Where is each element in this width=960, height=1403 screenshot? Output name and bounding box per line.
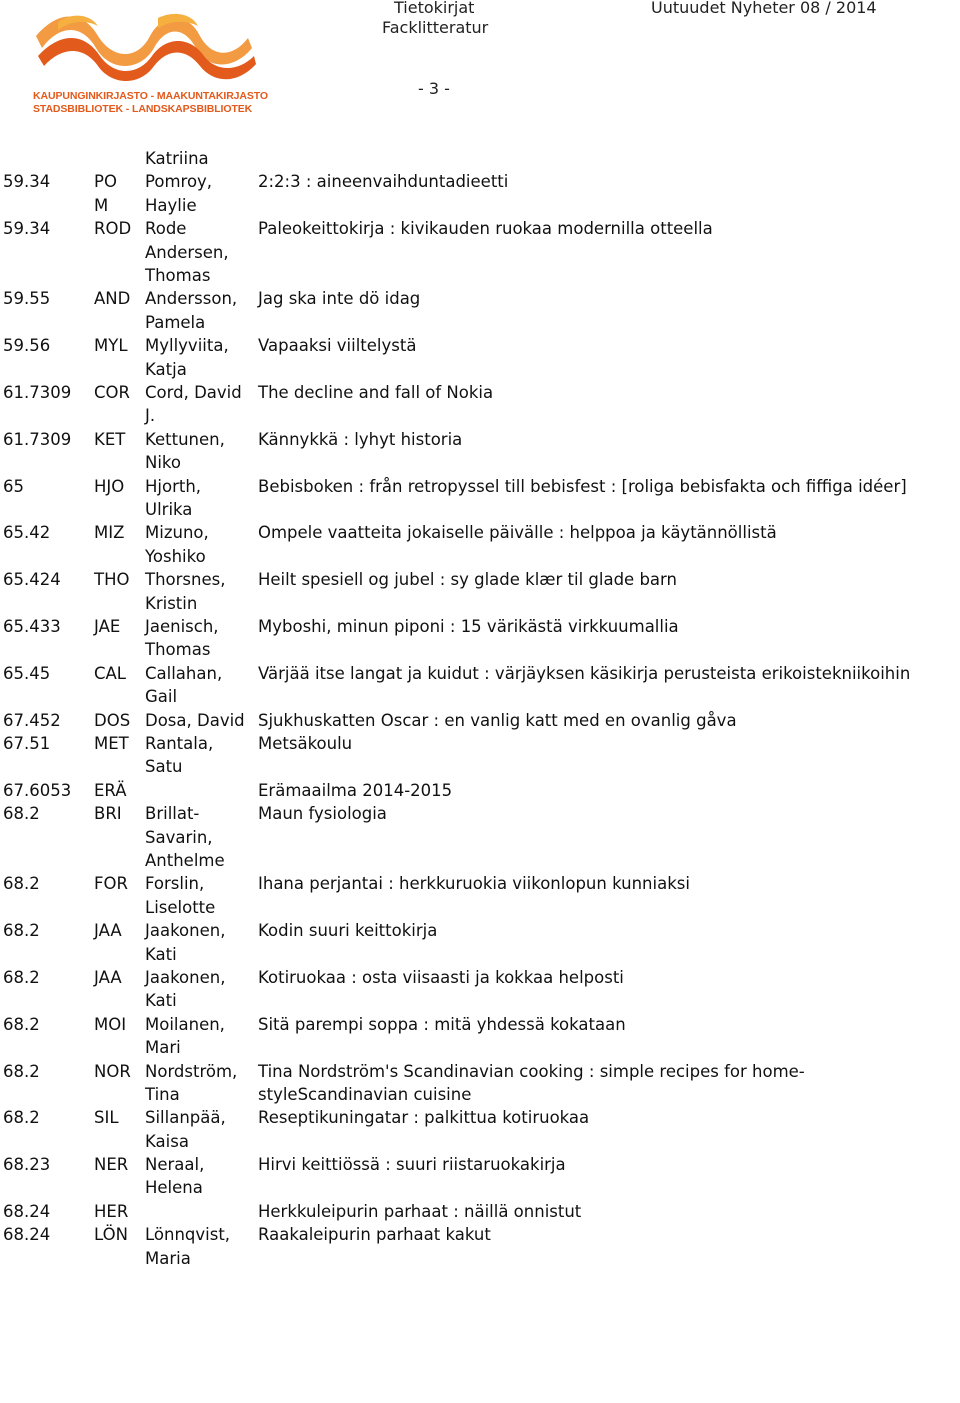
shelf-signum: MOI <box>94 1014 127 1034</box>
book-row <box>0 1153 960 1200</box>
author-name: Moilanen, <box>145 1014 225 1034</box>
book-title: Hirvi keittiössä : suuri riistaruokakirja <box>258 1155 566 1175</box>
book-row <box>0 615 960 662</box>
class-number: 68.2 <box>3 1014 40 1034</box>
book-row <box>0 662 960 709</box>
book-row <box>0 287 960 334</box>
class-number: 68.2 <box>3 804 40 824</box>
author-name: Helena <box>145 1178 203 1198</box>
author-name: Callahan, <box>145 663 223 683</box>
book-title: Kotiruokaa : osta viisaasti ja kokkaa helposti <box>258 967 624 987</box>
book-row <box>0 147 960 170</box>
book-title: Sitä parempi soppa : mitä yhdessä kokataan <box>258 1014 626 1034</box>
shelf-signum: COR <box>94 382 130 402</box>
library-logo <box>28 8 268 118</box>
book-title: Kodin suuri keittokirja <box>258 921 438 941</box>
book-row <box>0 1223 960 1270</box>
book-row <box>0 966 960 1013</box>
author-name: Kati <box>145 944 177 964</box>
book-title: Paleokeittokirja : kivikauden ruokaa modernilla otteella <box>258 219 713 239</box>
shelf-signum: SIL <box>94 1108 119 1128</box>
shelf-signum: MIZ <box>94 523 125 543</box>
book-row <box>0 170 960 217</box>
class-number: 68.2 <box>3 921 40 941</box>
shelf-signum: MET <box>94 733 129 753</box>
book-title: Herkkuleipurin parhaat : näillä onnistut <box>258 1201 582 1221</box>
book-row <box>0 1200 960 1223</box>
author-name: Brillat- <box>145 804 200 824</box>
author-name: Jaakonen, <box>145 967 226 987</box>
book-title: The decline and fall of Nokia <box>258 382 494 402</box>
shelf-signum: MYL <box>94 336 128 356</box>
book-row <box>0 568 960 615</box>
author-name: Anthelme <box>145 850 225 870</box>
author-name: Savarin, <box>145 827 213 847</box>
author-name: Neraal, <box>145 1155 205 1175</box>
shelf-signum: LÖN <box>94 1225 128 1245</box>
class-number: 68.2 <box>3 1108 40 1128</box>
author-name: Cord, David <box>145 382 242 402</box>
author-name: Sillanpää, <box>145 1108 226 1128</box>
class-number: 67.51 <box>3 733 51 753</box>
author-name: Haylie <box>145 195 197 215</box>
author-name: Mizuno, <box>145 523 209 543</box>
logo-text-line1: KAUPUNGINKIRJASTO - MAAKUNTAKIRJASTO <box>33 90 268 102</box>
book-title: Tina Nordström's Scandinavian cooking : simple recipes for home- <box>258 1061 805 1081</box>
author-name: Pomroy, <box>145 172 213 192</box>
author-name: Niko <box>145 453 181 473</box>
book-row <box>0 334 960 381</box>
class-number: 65 <box>3 476 24 496</box>
shelf-signum: HER <box>94 1201 129 1221</box>
class-number: 59.34 <box>3 219 51 239</box>
class-number: 59.55 <box>3 289 51 309</box>
book-row <box>0 1060 960 1107</box>
header-publication-title: Uutuudet Nyheter 08 / 2014 <box>651 0 877 17</box>
shelf-signum: JAE <box>94 616 121 636</box>
class-number: 67.6053 <box>3 780 72 800</box>
shelf-signum: KET <box>94 429 126 449</box>
author-name: Kristin <box>145 593 198 613</box>
author-name: Kati <box>145 991 177 1011</box>
shelf-signum: DOS <box>94 710 131 730</box>
class-number: 68.23 <box>3 1155 51 1175</box>
class-number: 68.24 <box>3 1225 51 1245</box>
shelf-signum: FOR <box>94 874 128 894</box>
shelf-signum: ROD <box>94 219 132 239</box>
book-row <box>0 709 960 732</box>
author-name: Rode <box>145 219 187 239</box>
class-number: 65.433 <box>3 616 61 636</box>
logo-text-line2: STADSBIBLIOTEK - LANDSKAPSBIBLIOTEK <box>33 103 253 115</box>
book-row <box>0 381 960 428</box>
book-row <box>0 732 960 779</box>
book-row <box>0 521 960 568</box>
book-row <box>0 428 960 475</box>
author-name: Gail <box>145 687 178 707</box>
book-row <box>0 802 960 872</box>
author-name: Thomas <box>145 265 211 285</box>
book-listing <box>0 147 960 1270</box>
book-row <box>0 779 960 802</box>
author-name: Myllyviita, <box>145 336 229 356</box>
book-title: Värjää itse langat ja kuidut : värjäyksen käsikirja perusteista erikoistekniikoihin <box>258 663 911 683</box>
book-row <box>0 1106 960 1153</box>
author-name: Tina <box>145 1084 180 1104</box>
shelf-signum: HJO <box>94 476 125 496</box>
author-name: Kettunen, <box>145 429 225 449</box>
class-number: 68.2 <box>3 1061 40 1081</box>
class-number: 68.2 <box>3 874 40 894</box>
author-name: Forslin, <box>145 874 205 894</box>
author-name: J. <box>145 406 156 426</box>
book-title: Metsäkoulu <box>258 733 353 753</box>
author-name: Dosa, David <box>145 710 245 730</box>
class-number: 61.7309 <box>3 382 72 402</box>
logo-waves-icon <box>28 8 264 88</box>
page-number: - 3 - <box>418 79 450 98</box>
author-name: Katriina <box>145 149 209 168</box>
author-name: Kaisa <box>145 1131 189 1151</box>
author-name: Liselotte <box>145 897 216 917</box>
header-category-sv: Facklitteratur <box>382 18 489 37</box>
author-name: Jaenisch, <box>145 616 219 636</box>
book-row <box>0 475 960 522</box>
author-name: Nordström, <box>145 1061 238 1081</box>
author-name: Yoshiko <box>145 546 206 566</box>
book-title: Ihana perjantai : herkkuruokia viikonlopun kunniaksi <box>258 874 690 894</box>
book-title: Erämaailma 2014-2015 <box>258 780 453 800</box>
author-name: Lönnqvist, <box>145 1225 231 1245</box>
author-name: Andersson, <box>145 289 238 309</box>
shelf-signum: CAL <box>94 663 127 683</box>
book-row <box>0 1013 960 1060</box>
book-title: Kännykkä : lyhyt historia <box>258 429 463 449</box>
shelf-signum: BRI <box>94 804 122 824</box>
shelf-signum: PO <box>94 172 117 192</box>
author-name: Mari <box>145 1038 181 1058</box>
class-number: 65.424 <box>3 570 61 590</box>
author-name: Thomas <box>145 640 211 660</box>
shelf-signum: ERÄ <box>94 780 127 800</box>
class-number: 68.2 <box>3 967 40 987</box>
book-title: Maun fysiologia <box>258 804 387 824</box>
class-number: 59.56 <box>3 336 51 356</box>
shelf-signum: THO <box>94 570 130 590</box>
author-name: Ulrika <box>145 499 193 519</box>
book-row <box>0 872 960 919</box>
author-name: Rantala, <box>145 733 214 753</box>
author-name: Jaakonen, <box>145 921 226 941</box>
book-title: styleScandinavian cuisine <box>258 1084 472 1104</box>
shelf-signum: M <box>94 195 109 215</box>
author-name: Pamela <box>145 312 206 332</box>
class-number: 67.452 <box>3 710 61 730</box>
header-category-fi: Tietokirjat <box>394 0 475 17</box>
shelf-signum: JAA <box>94 967 122 987</box>
book-title: Jag ska inte dö idag <box>258 289 421 309</box>
book-title: Bebisboken : från retropyssel till bebisfest : [roliga bebisfakta och fiffiga idéer] <box>258 476 907 496</box>
book-title: 2:2:3 : aineenvaihduntadieetti <box>258 172 509 192</box>
book-title: Heilt spesiell og jubel : sy glade klær til glade barn <box>258 570 677 590</box>
author-name: Satu <box>145 757 183 777</box>
book-row <box>0 919 960 966</box>
author-name: Hjorth, <box>145 476 202 496</box>
author-name: Thorsnes, <box>145 570 226 590</box>
author-name: Andersen, <box>145 242 229 262</box>
book-title: Sjukhuskatten Oscar : en vanlig katt med en ovanlig gåva <box>258 710 737 730</box>
class-number: 61.7309 <box>3 429 72 449</box>
book-title: Raakaleipurin parhaat kakut <box>258 1225 491 1245</box>
shelf-signum: NER <box>94 1155 129 1175</box>
book-title: Reseptikuningatar : palkittua kotiruokaa <box>258 1108 590 1128</box>
class-number: 65.45 <box>3 663 51 683</box>
book-row <box>0 217 960 287</box>
author-name: Maria <box>145 1248 191 1268</box>
book-title: Myboshi, minun piponi : 15 värikästä virkkuumallia <box>258 616 679 636</box>
book-title: Vapaaksi viiltelystä <box>258 336 417 356</box>
author-name: Katja <box>145 359 187 379</box>
class-number: 59.34 <box>3 172 51 192</box>
book-title: Ompele vaatteita jokaiselle päivälle : helppoa ja käytännöllistä <box>258 523 777 543</box>
shelf-signum: NOR <box>94 1061 131 1081</box>
class-number: 65.42 <box>3 523 51 543</box>
shelf-signum: JAA <box>94 921 122 941</box>
shelf-signum: AND <box>94 289 131 309</box>
class-number: 68.24 <box>3 1201 51 1221</box>
